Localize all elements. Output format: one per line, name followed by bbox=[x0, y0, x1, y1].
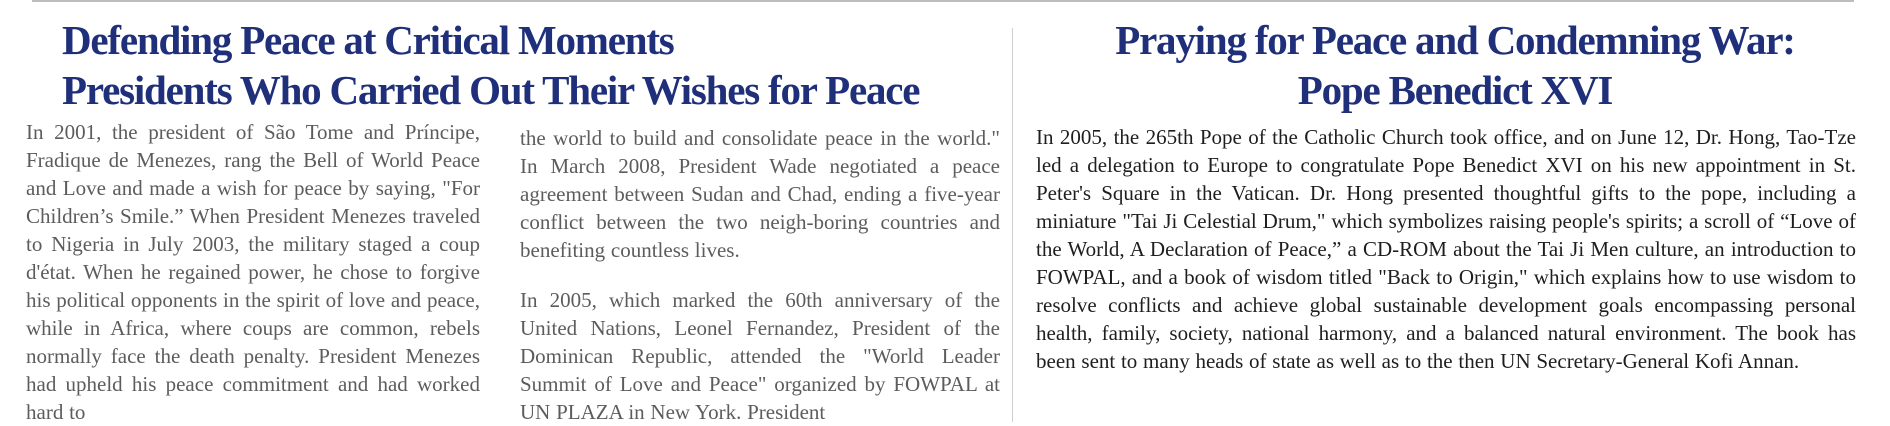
left-headline-line-2: Presidents Who Carried Out Their Wishes for Peace bbox=[62, 67, 920, 113]
right-article-paragraph: In 2005, the 265th Pope of the Catholic Church took office, and on June 12, Dr. Hong, Tao-Tze led a delegation to Europe to congratulate Pope Benedict XVI on his new appointment in St. Peter's Square in the Vatican. Dr. Hong presented thoughtful gifts to the pope, including a miniature "Tai Ji Celestial Drum," which symbolizes raising people's spirits; a scroll of “Love of the World, A Declaration of Peace,” a CD-ROM about the Tai Ji Men culture, an introduction to FOWPAL, and a book of wisdom titled "Back to Origin," which explains how to use wisdom to resolve conflicts and achieve global sustainable development goals encompassing personal health, family, society, national harmony, and a balanced natural environment. The book has been sent to many heads of state as well as to the then UN Secretary-General Kofi Annan. bbox=[1036, 125, 1856, 373]
column-divider bbox=[1012, 28, 1013, 422]
left-article-column-2-paragraph-1: the world to build and consolidate peace in the world." In March 2008, President Wade negotiated a peace agreement between Sudan and Chad, ending a five-year conflict between the two neigh-boring countries and benefiting countless lives. bbox=[520, 126, 1000, 262]
left-article-column-1-paragraph: In 2001, the president of São Tome and Príncipe, Fradique de Menezes, rang the Bell of World Peace and Love and made a wish for peace by saying, "For Children’s Smile.” When President Menezes traveled to Nigeria in July 2003, the military staged a coup d'état. When he regained power, he chose to forgive his political opponents in the spirit of love and peace, while in Africa, where coups are common, rebels normally face the death penalty. President Menezes had upheld his peace commitment and had worked hard to bbox=[26, 120, 480, 424]
right-article-headline bbox=[1040, 15, 1870, 115]
left-headline-line-1: Defending Peace at Critical Moments bbox=[62, 17, 674, 63]
right-headline-line-1: Praying for Peace and Condemning War: bbox=[1115, 17, 1795, 63]
left-article-headline bbox=[62, 15, 919, 115]
left-article-column-2-paragraph-2: In 2005, which marked the 60th anniversary of the United Nations, Leonel Fernandez, President of the Dominican Republic, attended the "World Leader Summit of Love and Peace" organized by FOWPAL at UN PLAZA in New York. President bbox=[520, 288, 1000, 424]
right-headline-line-2: Pope Benedict XVI bbox=[1297, 67, 1613, 113]
top-rule bbox=[32, 0, 1854, 2]
